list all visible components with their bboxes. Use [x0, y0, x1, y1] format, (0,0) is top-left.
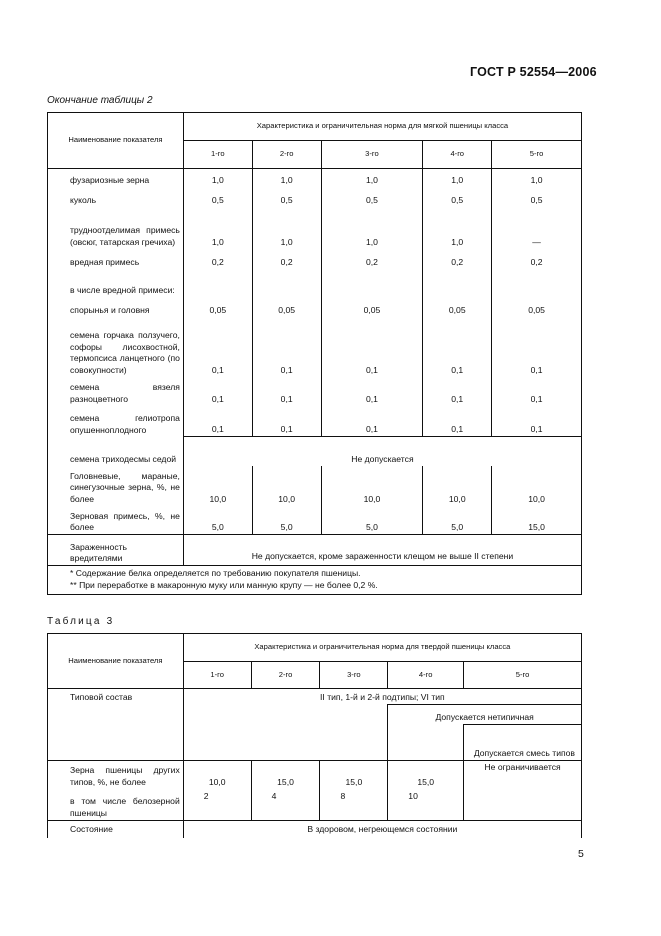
table-cell: 15,0 — [320, 760, 388, 788]
not-limited-cell: Не ограничивается — [464, 760, 582, 820]
mix-allowed-cell: Допускается смесь типов — [464, 724, 582, 760]
table2-class-header: 5-го — [492, 141, 582, 169]
table-row — [48, 506, 582, 535]
table-cell: 5,0 — [252, 506, 321, 535]
table-cell: 10,0 — [252, 466, 321, 506]
table-cell: 0,1 — [183, 317, 252, 377]
table2-class-header: 2-го — [252, 141, 321, 169]
footnote: * Содержание белка определяется по требованию покупателя пшеницы. — [70, 568, 361, 579]
table3-group-header: Характеристика и ограничительная норма для твердой пшеницы класса — [183, 634, 581, 662]
table3-col-name-header: Наименование показателя — [48, 634, 184, 689]
table-cell: 8 — [320, 788, 388, 820]
indicator-name: семена горчака ползучего, софоры лисохвостной, термопсиса ланцетного (по совокупности) — [48, 317, 184, 377]
table-cell: — — [492, 207, 582, 249]
indicator-name: спорынья и головня — [48, 297, 184, 317]
table-row — [48, 535, 582, 566]
table-row — [48, 207, 582, 249]
table-cell: 1,0 — [423, 207, 492, 249]
table-cell: 0,2 — [252, 249, 321, 269]
table-cell: 0,5 — [423, 187, 492, 207]
table-cell: 0,2 — [492, 249, 582, 269]
table-row — [48, 297, 582, 317]
table-cell: 10,0 — [423, 466, 492, 506]
table-cell: 0,2 — [423, 249, 492, 269]
table-cell: 0,2 — [183, 249, 252, 269]
table-cell: 0,05 — [183, 297, 252, 317]
document-id: ГОСТ Р 52554—2006 — [470, 65, 597, 79]
table-cell: 1,0 — [252, 207, 321, 249]
table-cell: 10,0 — [321, 466, 423, 506]
table-cell: 1,0 — [321, 207, 423, 249]
table-cell: 0,05 — [321, 297, 423, 317]
table-cell: 2 — [183, 788, 251, 820]
table-row — [48, 269, 582, 297]
table-cell: 0,2 — [321, 249, 423, 269]
table3-class-header: 4-го — [388, 662, 464, 689]
table-row — [48, 689, 582, 705]
indicator-name: семена триходесмы седой — [48, 437, 184, 466]
table-cell: 1,0 — [183, 207, 252, 249]
table-row — [48, 187, 582, 207]
table-row — [48, 760, 582, 788]
table-cell: 0,5 — [183, 187, 252, 207]
indicator-name: Зараженность вредителями — [48, 535, 184, 566]
indicator-name: вредная примесь — [48, 249, 184, 269]
type-composition-cell: II тип, 1-й и 2-й подтипы; VI тип — [183, 689, 581, 705]
state-cell: В здоровом, негреющемся состоянии — [183, 820, 581, 838]
table-cell: 0,1 — [423, 317, 492, 377]
table-cell: 0,1 — [423, 406, 492, 437]
atypical-allowed-cell: Допускается нетипичная — [388, 704, 582, 724]
table3-class-header: 5-го — [464, 662, 582, 689]
table3-class-header: 1-го — [183, 662, 251, 689]
table3-class-header: 2-го — [251, 662, 320, 689]
table-cell: 0,1 — [423, 377, 492, 406]
table-cell: 0,1 — [252, 377, 321, 406]
table-cell: 10,0 — [492, 466, 582, 506]
table-row — [48, 820, 582, 838]
table-cell: 1,0 — [183, 169, 252, 187]
table2 — [47, 112, 582, 595]
table-cell: 0,1 — [321, 377, 423, 406]
table-cell: 0,1 — [492, 377, 582, 406]
table-row — [48, 466, 582, 506]
indicator-name: Зерна пшеницы других типов, %, не более — [48, 760, 184, 788]
table-cell: 0,5 — [252, 187, 321, 207]
table-cell: 1,0 — [492, 169, 582, 187]
table-row — [48, 437, 582, 466]
table-cell: 10,0 — [183, 760, 251, 788]
table-row — [48, 406, 582, 437]
table-cell: 0,1 — [183, 406, 252, 437]
table3-caption: Таблица 3 — [47, 616, 115, 627]
table2-group-header: Характеристика и ограничительная норма для мягкой пшеницы класса — [183, 113, 581, 141]
table-row — [48, 377, 582, 406]
table-cell: 10 — [388, 788, 464, 820]
table-cell: 0,1 — [321, 317, 423, 377]
table-cell: 0,1 — [252, 317, 321, 377]
table-cell: 15,0 — [388, 760, 464, 788]
infestation-cell: Не допускается, кроме зараженности клещом не выше II степени — [183, 535, 581, 566]
indicator-name: семена гелиотропа опушенноплодного — [48, 406, 184, 437]
table-cell: 0,1 — [492, 406, 582, 437]
table-cell: 5,0 — [183, 506, 252, 535]
table-cell: 0,05 — [423, 297, 492, 317]
table2-class-header: 1-го — [183, 141, 252, 169]
table2-caption: Окончание таблицы 2 — [47, 95, 153, 106]
table-cell: 0,05 — [492, 297, 582, 317]
indicator-name: в числе вредной примеси: — [48, 269, 184, 297]
table-cell: 15,0 — [251, 760, 320, 788]
indicator-name: Зерновая примесь, %, не более — [48, 506, 184, 535]
indicator-name: Состояние — [48, 820, 184, 838]
table3 — [47, 633, 582, 838]
indicator-name: Головневые, мараные, синегузочные зерна, %, не более — [48, 466, 184, 506]
footnote: ** При переработке в макаронную муку или манную крупу — не более 0,2 %. — [70, 580, 378, 590]
indicator-name: куколь — [48, 187, 184, 207]
table-cell: 0,05 — [252, 297, 321, 317]
not-allowed-cell: Не допускается — [183, 437, 581, 466]
indicator-name: трудноотделимая примесь (овсюг, татарская гречиха) — [48, 207, 184, 249]
table2-col-name-header: Наименование показателя — [48, 113, 184, 169]
table2-class-header: 3-го — [321, 141, 423, 169]
table-row — [48, 317, 582, 377]
indicator-name: в том числе белозерной пшеницы — [48, 788, 184, 820]
table-cell: 5,0 — [423, 506, 492, 535]
table-cell: 4 — [251, 788, 320, 820]
table-cell: 5,0 — [321, 506, 423, 535]
table-cell: 1,0 — [321, 169, 423, 187]
table-cell: 0,5 — [492, 187, 582, 207]
table2-class-header: 4-го — [423, 141, 492, 169]
table-cell: 0,5 — [321, 187, 423, 207]
table-cell: 15,0 — [492, 506, 582, 535]
indicator-name: семена вязеля разноцветного — [48, 377, 184, 406]
table2-footnotes — [48, 566, 582, 595]
table-cell: 0,1 — [321, 406, 423, 437]
table-cell: 0,1 — [252, 406, 321, 437]
table-cell: 0,1 — [492, 317, 582, 377]
table-row — [48, 249, 582, 269]
table-cell: 0,1 — [183, 377, 252, 406]
table3-class-header: 3-го — [320, 662, 388, 689]
table-row — [48, 169, 582, 187]
table-cell: 1,0 — [423, 169, 492, 187]
indicator-name: фузариозные зерна — [48, 169, 184, 187]
indicator-name: Типовой состав — [48, 689, 184, 761]
page-number: 5 — [578, 848, 584, 860]
table-cell: 1,0 — [252, 169, 321, 187]
table-cell: 10,0 — [183, 466, 252, 506]
